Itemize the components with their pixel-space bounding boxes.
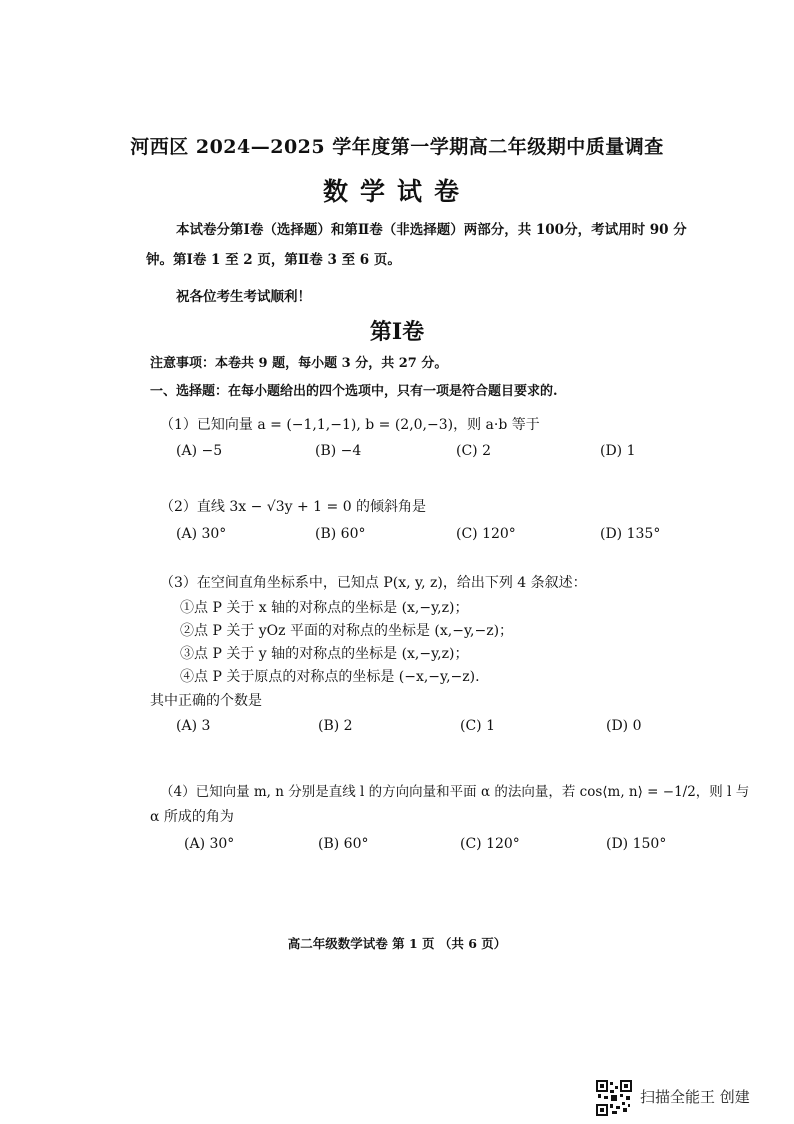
- question-4-option-c: (C) 120°: [460, 836, 520, 852]
- question-1-option-b: (B) −4: [315, 443, 362, 459]
- qr-code-icon: [596, 1080, 632, 1116]
- question-4-stem-2: α 所成的角为: [150, 809, 234, 825]
- notice: 注意事项：本卷共 9 题，每小题 3 分，共 27 分。: [150, 356, 448, 371]
- question-3-option-c: (C) 1: [460, 718, 495, 734]
- question-3-item-3: ③点 P 关于 y 轴的对称点的坐标是 (x,−y,z)；: [180, 646, 469, 662]
- question-3-stem: （3）在空间直角坐标系中，已知点 P(x, y, z)，给出下列 4 条叙述：: [160, 575, 587, 591]
- question-2-option-b: (B) 60°: [315, 526, 366, 542]
- question-1-option-d: (D) 1: [600, 443, 636, 459]
- question-3-item-4: ④点 P 关于原点的对称点的坐标是 (−x,−y,−z).: [180, 669, 480, 685]
- question-1-stem: （1）已知向量 a = (−1,1,−1), b = (2,0,−3)，则 a·b 等于: [160, 417, 540, 433]
- section-heading: 一、选择题：在每小题给出的四个选项中，只有一项是符合题目要求的.: [150, 384, 558, 399]
- question-3-item-2: ②点 P 关于 yOz 平面的对称点的坐标是 (x,−y,−z)；: [180, 623, 514, 639]
- question-1-option-c: (C) 2: [456, 443, 491, 459]
- intro-line-2: 钟。第Ⅰ卷 1 至 2 页，第Ⅱ卷 3 至 6 页。: [146, 252, 401, 268]
- volume-title: 第Ⅰ卷: [369, 319, 425, 345]
- intro-line-1: 本试卷分第Ⅰ卷（选择题）和第Ⅱ卷（非选择题）两部分，共 100分，考试用时 90 分: [176, 222, 687, 238]
- exam-subtitle: 数学试卷: [322, 177, 471, 206]
- question-2-option-a: (A) 30°: [176, 526, 227, 542]
- question-3-item-1: ①点 P 关于 x 轴的对称点的坐标是 (x,−y,z)；: [180, 600, 469, 616]
- question-3-tail: 其中正确的个数是: [150, 693, 262, 709]
- question-2-option-c: (C) 120°: [456, 526, 516, 542]
- question-3-option-a: (A) 3: [176, 718, 211, 734]
- question-4-stem: （4）已知向量 m, n 分别是直线 l 的方向向量和平面 α 的法向量，若 cos⟨m, n⟩ = −1/2，则 l 与: [160, 784, 750, 800]
- question-3-option-d: (D) 0: [606, 718, 642, 734]
- question-4-option-a: (A) 30°: [184, 836, 235, 852]
- question-4-option-b: (B) 60°: [318, 836, 369, 852]
- exam-title: 河西区 2024—2025 学年度第一学期高二年级期中质量调查: [130, 136, 664, 158]
- page-footer: 高二年级数学试卷 第 1 页 （共 6 页）: [287, 936, 507, 951]
- scanner-watermark: 扫描全能王 创建: [640, 1088, 750, 1106]
- question-1-option-a: (A) −5: [176, 443, 223, 459]
- question-4-option-d: (D) 150°: [606, 836, 667, 852]
- intro-wish: 祝各位考生考试顺利！: [176, 289, 311, 305]
- question-2-stem: （2）直线 3x − √3y + 1 = 0 的倾斜角是: [160, 499, 427, 515]
- question-3-option-b: (B) 2: [318, 718, 353, 734]
- question-2-option-d: (D) 135°: [600, 526, 661, 542]
